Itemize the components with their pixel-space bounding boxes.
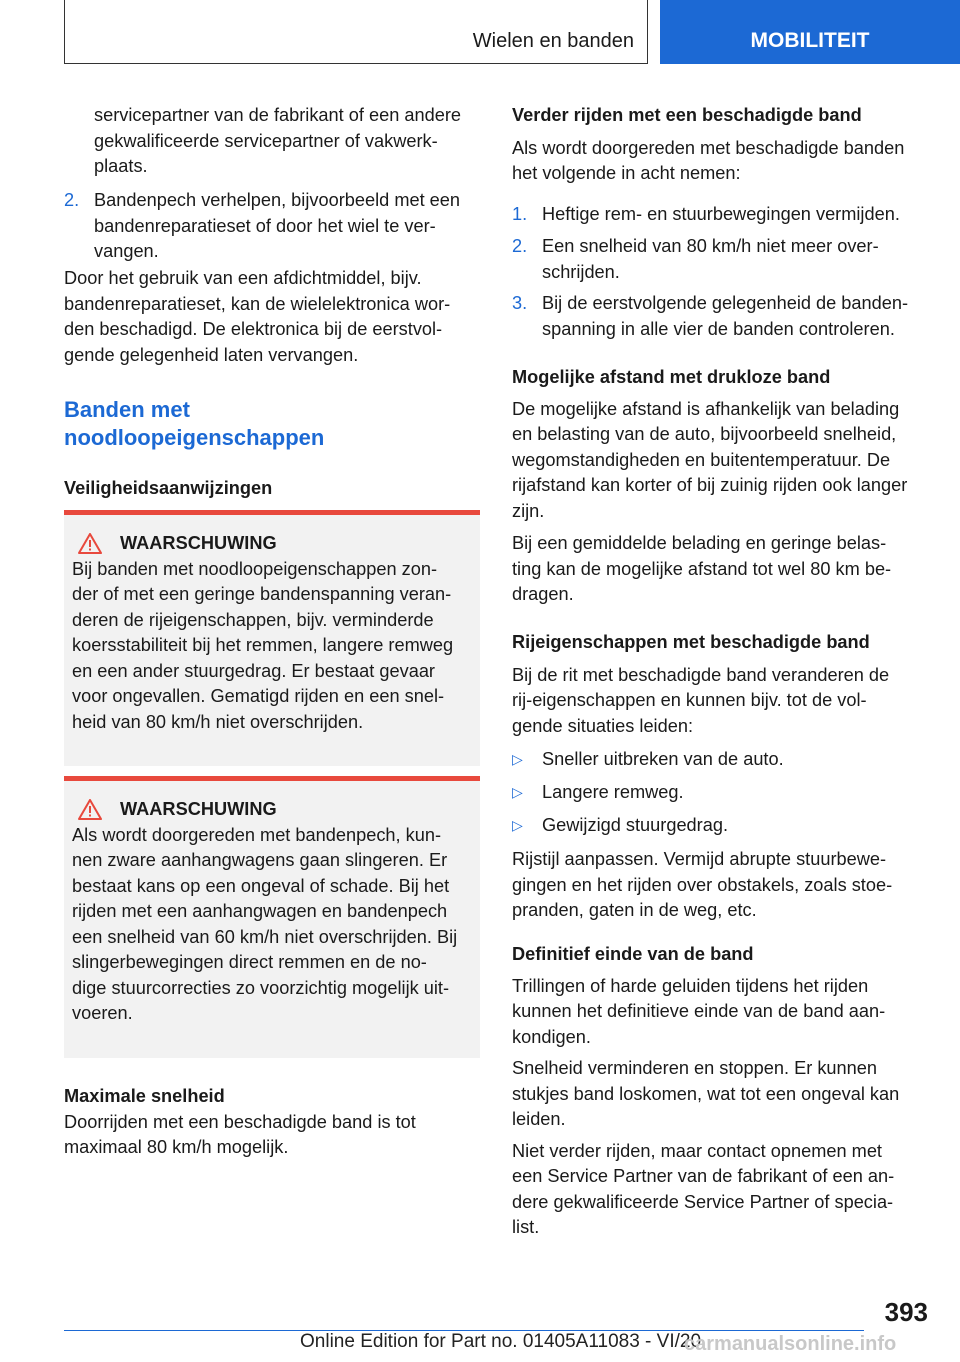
warning-line: deren de rijeigenschappen, bijv. verminderde (72, 609, 434, 630)
text-line: pranden, gaten in de weg, etc. (512, 900, 757, 920)
warning-box-1 (64, 510, 480, 766)
text-line: kondigen. (512, 1026, 591, 1047)
warning-title-text: WAARSCHUWING (120, 799, 277, 819)
steps-list (512, 202, 937, 348)
warning-line: voeren. (72, 1003, 133, 1023)
list-text-line: plaats. (94, 156, 148, 176)
text-line: Door het gebruik van een afdichtmiddel, bijv. (64, 268, 422, 288)
text-line: Rijstijl aanpassen. Vermijd abrupte stuurbewe- (512, 849, 887, 869)
tire-end-heading: Definitief einde van de band (512, 944, 754, 964)
list-text-line: bandenreparatieset of door het wiel te ver- (94, 215, 436, 236)
list-text-line: Gewijzigd stuurgedrag. (542, 815, 729, 835)
text-line: dragen. (512, 584, 574, 604)
continue-driving-heading: Verder rijden met een beschadigde band (512, 105, 862, 125)
list-text-line: gekwalificeerde servicepartner of vakwerk- (94, 130, 438, 151)
warning-triangle-icon (78, 533, 102, 554)
list-text-line: spanning in alle vier de banden controleren. (542, 318, 895, 339)
text-line: gende gelegenheid laten vervangen. (64, 344, 359, 365)
list-text-line: Langere remweg. (542, 782, 684, 802)
text-line: Als wordt doorgereden met beschadigde banden (512, 137, 905, 158)
warning-box-2 (64, 776, 480, 1058)
list-text-line: Sneller uitbreken van de auto. (542, 749, 784, 769)
heading-line: Banden met (64, 397, 190, 422)
list-item (512, 234, 937, 291)
tire-end-section (512, 942, 937, 1241)
text-line: een Service Partner van de fabrikant of een an- (512, 1166, 895, 1186)
text-line: Doorrijden met een beschadigde band is tot (64, 1111, 416, 1132)
warning-line: Als wordt doorgereden met bandenpech, kun- (72, 824, 442, 845)
list-text-line: Bandenpech verhelpen, bijvoorbeeld met een (94, 190, 461, 210)
list-number: 2. (512, 236, 528, 256)
handling-section (512, 630, 937, 924)
footer-edition: Online Edition for Part no. 01405A11083 - VI/20 (300, 1331, 702, 1352)
text-line: het volgende in acht nemen: (512, 163, 741, 183)
subheading-safety: Veiligheidsaanwijzingen (64, 478, 273, 498)
warning-line: en een ander stuurgedrag. Er bestaat gevaar (72, 660, 435, 681)
max-speed-section (64, 1084, 484, 1161)
text-line: bandenreparatieset, kan de wielelektronica wor- (64, 293, 451, 314)
list-item (512, 747, 937, 780)
text-line: stukjes band loskomen, wat tot een ongeval kan (512, 1083, 900, 1104)
text-line: dere gekwalificeerde Service Partner of specia- (512, 1191, 894, 1212)
list-item-2 (64, 188, 484, 265)
list-text-line: Een snelheid van 80 km/h niet meer over- (542, 236, 879, 256)
warning-line: der of met een geringe bandenspanning veran- (72, 584, 452, 604)
warning-body (72, 823, 472, 1027)
text-line: maximaal 80 km/h mogelijk. (64, 1137, 289, 1157)
text-line: Niet verder rijden, maar contact opnemen met (512, 1140, 882, 1161)
text-line: den beschadigd. De elektronica bij de eerstvol- (64, 319, 443, 339)
range-section (512, 365, 937, 608)
section-heading (64, 396, 484, 452)
list-item (512, 291, 937, 348)
text-line: leiden. (512, 1109, 566, 1129)
list-text-line: vangen. (94, 241, 159, 261)
handling-heading: Rijeigenschappen met beschadigde band (512, 632, 870, 652)
warning-line: voor ongevallen. Gematigd rijden en een snel- (72, 686, 445, 706)
text-line: en belasting van de auto, bijvoorbeeld snelheid, (512, 424, 897, 444)
warning-line: bestaat kans op een ongeval of schade. Bij het (72, 875, 450, 896)
warning-line: nen zware aanhangwagens gaan slingeren. Er (72, 850, 448, 870)
list-item (512, 813, 937, 845)
warning-line: dige stuurcorrecties zo voorzichtig mogelijk uit- (72, 977, 450, 998)
warning-line: Bij banden met noodloopeigenschappen zon- (72, 558, 438, 579)
warning-line: rijden met een aanhangwagen en bandenpech (72, 901, 448, 921)
text-line: gende situaties leiden: (512, 715, 693, 736)
list-text-line: schrijden. (542, 261, 620, 282)
text-line: ting kan de mogelijke afstand tot wel 80 km be- (512, 558, 892, 579)
warning-body (72, 557, 472, 736)
list-number: 2. (64, 190, 80, 210)
continued-list-item (94, 103, 484, 180)
text-line: kunnen het definitieve einde van de band aan- (512, 1001, 886, 1021)
range-heading: Mogelijke afstand met drukloze band (512, 367, 831, 387)
text-line: list. (512, 1217, 540, 1237)
text-line: gingen en het rijden over obstakels, zoals stoe- (512, 874, 893, 895)
warning-line: koersstabiliteit bij het remmen, langere remweg (72, 635, 454, 655)
list-number: 3. (512, 293, 528, 313)
warning-title (72, 797, 472, 823)
page-number: 393 (884, 1297, 928, 1327)
list-text-line: Heftige rem- en stuurbewegingen vermijden. (542, 204, 900, 224)
text-line: De mogelijke afstand is afhankelijk van belading (512, 398, 900, 419)
text-line: rijafstand kan korter of bij zuinig rijden ook langer (512, 475, 908, 495)
text-line: rij-eigenschappen en kunnen bijv. tot de vol- (512, 690, 867, 710)
paragraph-sealant (64, 266, 484, 368)
list-item (512, 202, 937, 234)
list-item (512, 780, 937, 813)
triangle-bullet-icon: ▷ (512, 817, 523, 833)
warning-line: heid van 80 km/h niet overschrijden. (72, 711, 364, 732)
triangle-bullet-icon: ▷ (512, 784, 523, 800)
chapter-tab[interactable]: MOBILITEIT (660, 0, 960, 64)
warning-triangle-icon (78, 799, 102, 820)
text-line: wegomstandigheden en buitentemperatuur. De (512, 449, 891, 470)
bullet-list (512, 747, 937, 845)
triangle-bullet-icon: ▷ (512, 751, 523, 767)
max-speed-heading: Maximale snelheid (64, 1086, 225, 1106)
warning-line: een snelheid van 60 km/h niet overschrijden. Bij (72, 926, 458, 947)
continue-driving-section (512, 103, 937, 187)
list-text-line: servicepartner van de fabrikant of een andere (94, 105, 462, 125)
text-line: Snelheid verminderen en stoppen. Er kunnen (512, 1058, 878, 1078)
warning-line: slingerbewegingen direct remmen en de no- (72, 952, 427, 972)
list-text-line: Bij de eerstvolgende gelegenheid de banden- (542, 293, 909, 313)
text-line: Bij een gemiddelde belading en geringe belas- (512, 533, 887, 553)
warning-title (72, 531, 472, 557)
watermark: carmanualsonline.info (684, 1333, 897, 1355)
text-line: Bij de rit met beschadigde band veranderen de (512, 664, 890, 685)
list-number: 1. (512, 204, 528, 224)
text-line: zijn. (512, 500, 545, 521)
heading-line: noodloopeigenschappen (64, 425, 325, 450)
warning-title-text: WAARSCHUWING (120, 533, 277, 553)
section-title: Wielen en banden (472, 30, 634, 52)
text-line: Trillingen of harde geluiden tijdens het rijden (512, 975, 869, 996)
